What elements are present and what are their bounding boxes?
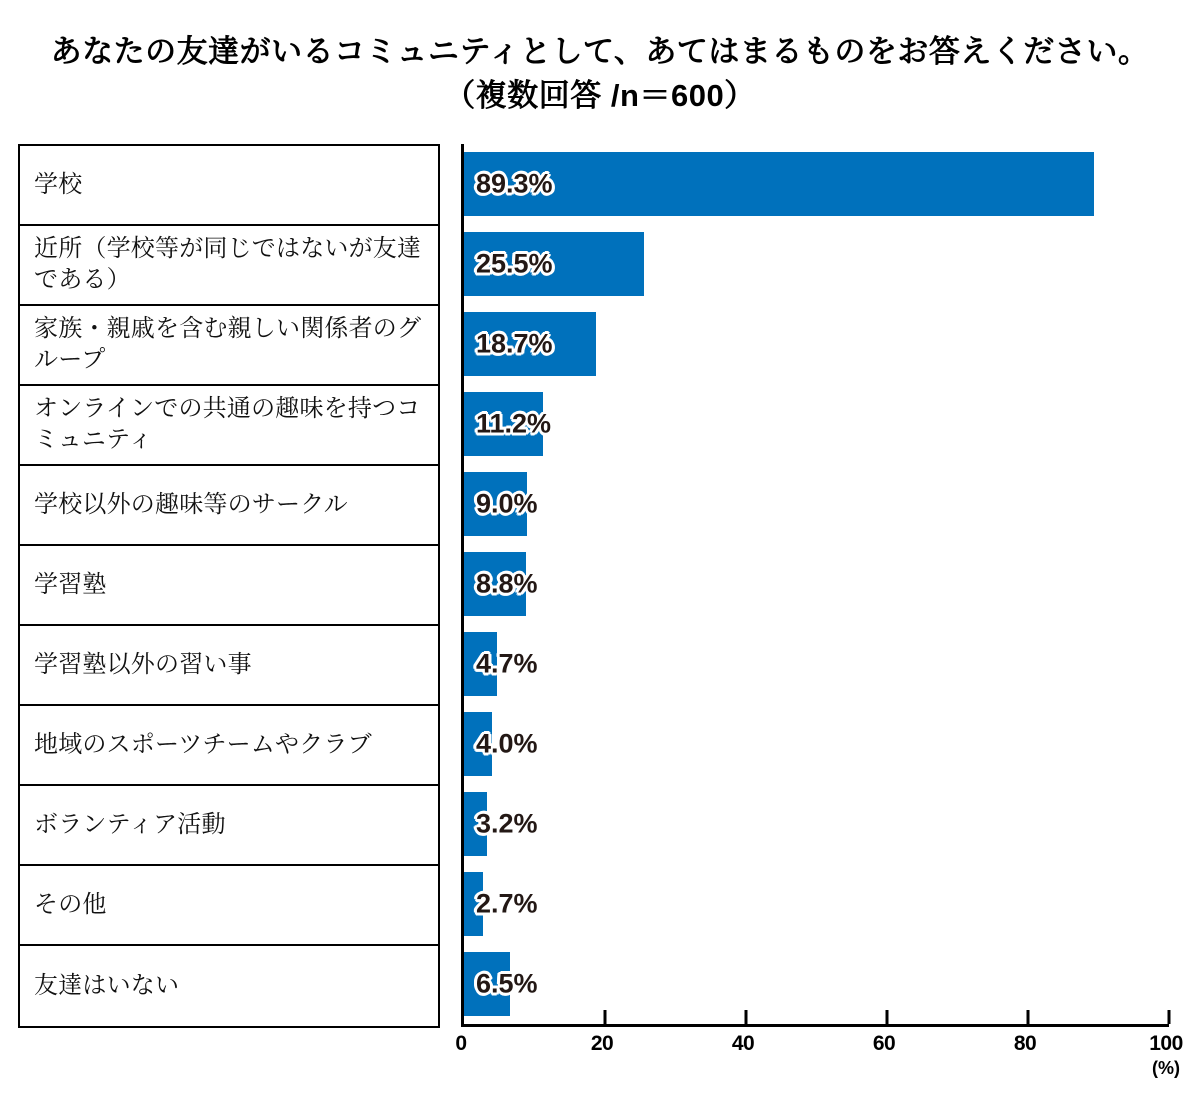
bar-value-label: 3.2%	[476, 808, 538, 839]
category-label: 家族・親戚を含む親しい関係者のグループ	[34, 315, 422, 374]
bar-value-label: 18.7%	[476, 328, 553, 359]
x-axis	[455, 1032, 1183, 1090]
bar-row	[464, 544, 1169, 624]
bar-value-label: 6.5%	[476, 968, 538, 999]
bar-row	[464, 144, 1169, 224]
x-axis-tick-label: 100	[1149, 1032, 1183, 1056]
x-axis-tick-label: 80	[1013, 1032, 1037, 1056]
category-row	[20, 306, 438, 386]
category-label: ボランティア活動	[34, 810, 226, 838]
bar-value-label: 4.7%	[476, 648, 538, 679]
bar-row	[464, 784, 1169, 864]
category-row	[20, 386, 438, 466]
chart-title-line2: （複数回答 /n＝600）	[444, 78, 756, 114]
bar-row	[464, 384, 1169, 464]
category-row	[20, 946, 438, 1026]
bar	[464, 152, 1094, 216]
category-row	[20, 866, 438, 946]
x-axis-unit-label: (%)	[1152, 1058, 1180, 1079]
category-label: 近所（学校等が同じではないが友達である）	[34, 235, 422, 294]
x-axis-tick	[1168, 1010, 1171, 1024]
category-label: 学習塾	[34, 570, 107, 598]
category-row	[20, 786, 438, 866]
bar-value-label: 9.0%	[476, 488, 538, 519]
category-label: 学校以外の趣味等のサークル	[34, 490, 348, 518]
chart-area	[455, 144, 1183, 1090]
bar-value-label: 4.0%	[476, 728, 538, 759]
bar-row	[464, 704, 1169, 784]
category-label: 学校	[34, 170, 83, 198]
x-axis-tick-label: 20	[590, 1032, 614, 1056]
x-axis-tick-label: 40	[731, 1032, 755, 1056]
bar-value-label: 8.8%	[476, 568, 538, 599]
bar-value-label: 2.7%	[476, 888, 538, 919]
chart-title-line1: あなたの友達がいるコミュニティとして、あてはまるものをお答えください。	[50, 34, 1150, 69]
bar-row	[464, 464, 1169, 544]
bar-value-label: 11.2%	[476, 408, 552, 439]
category-row	[20, 706, 438, 786]
category-table	[18, 144, 440, 1028]
chart-body	[18, 144, 1200, 1090]
x-axis-tick	[604, 1010, 607, 1024]
category-row	[20, 546, 438, 626]
bar-row	[464, 304, 1169, 384]
bar-value-label: 25.5%	[476, 248, 553, 279]
bar-row	[464, 224, 1169, 304]
category-label: 友達はいない	[34, 971, 180, 999]
plot-area	[461, 144, 1169, 1027]
category-label: 地域のスポーツチームやクラブ	[34, 730, 372, 758]
x-axis-tick-label: 0	[455, 1032, 467, 1056]
category-label: 学習塾以外の習い事	[34, 650, 252, 678]
x-axis-tick	[1027, 1010, 1030, 1024]
category-row	[20, 146, 438, 226]
bar-value-label: 89.3%	[476, 168, 553, 199]
bar-row	[464, 864, 1169, 944]
category-label: その他	[34, 890, 107, 918]
bar-row	[464, 624, 1169, 704]
x-axis-tick-label: 60	[872, 1032, 896, 1056]
category-row	[20, 626, 438, 706]
x-axis-tick	[745, 1010, 748, 1024]
bar-row	[464, 944, 1169, 1024]
category-label: オンラインでの共通の趣味を持つコミュニティ	[34, 395, 421, 454]
chart-title	[0, 0, 1200, 118]
category-row	[20, 466, 438, 546]
category-row	[20, 226, 438, 306]
x-axis-tick	[886, 1010, 889, 1024]
